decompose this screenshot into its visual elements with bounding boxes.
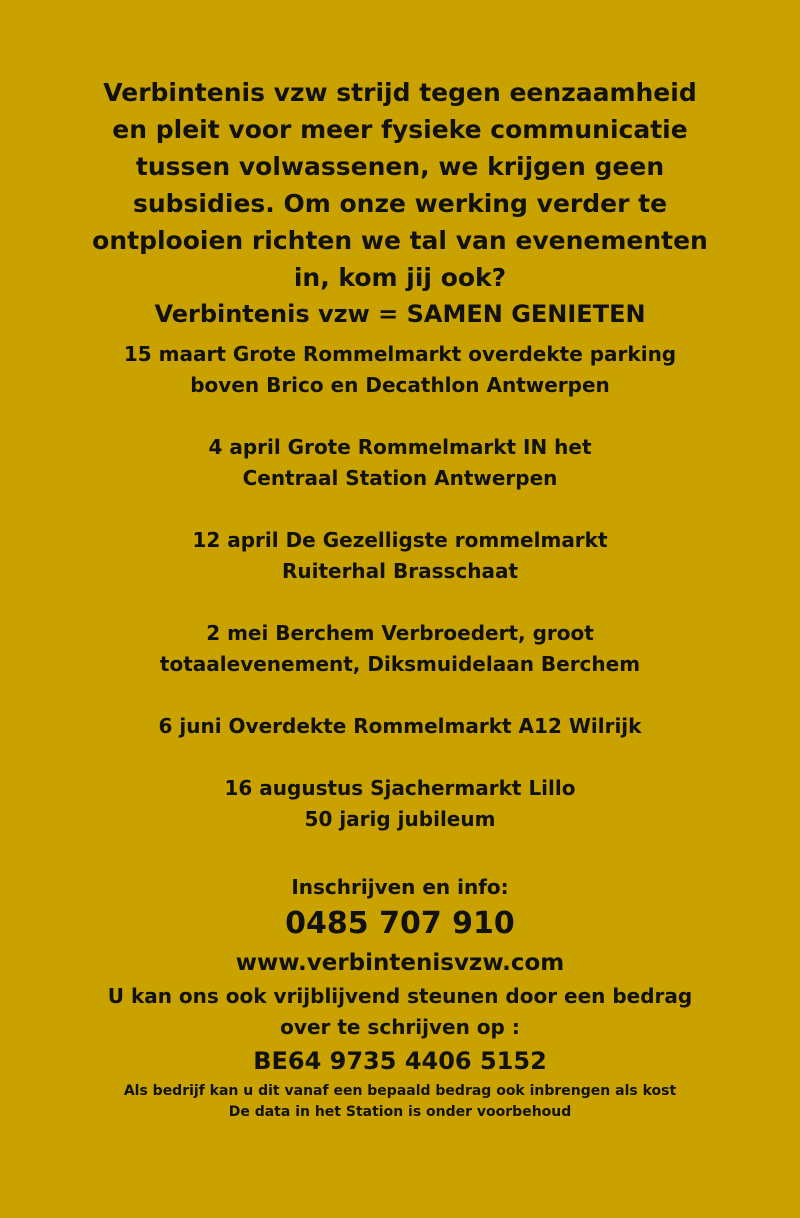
event-line: 15 maart Grote Rommelmarkt overdekte parking bbox=[123, 342, 677, 366]
event-line: 12 april De Gezelligste rommelmarkt bbox=[192, 528, 608, 552]
event-line: totaalevenement, Diksmuidelaan Berchem bbox=[159, 652, 641, 676]
event-line: 50 jarig jubileum bbox=[304, 807, 496, 831]
event-line: 2 mei Berchem Verbroedert, groot bbox=[206, 621, 594, 645]
event-item bbox=[40, 618, 760, 680]
info-heading: Inschrijven en info: bbox=[291, 875, 509, 899]
event-line: boven Brico en Decathlon Antwerpen bbox=[190, 373, 610, 397]
intro-line: subsidies. Om onze werking verder te bbox=[132, 189, 668, 218]
event-line: 16 augustus Sjachermarkt Lillo bbox=[224, 776, 576, 800]
website-url: www.verbintenisvzw.com bbox=[235, 950, 565, 976]
intro-line: tussen volwassenen, we krijgen geen bbox=[135, 152, 665, 181]
support-text bbox=[30, 981, 770, 1043]
intro-line: en pleit voor meer fysieke communicatie bbox=[112, 115, 688, 144]
event-item bbox=[40, 432, 760, 494]
iban-number: BE64 9735 4406 5152 bbox=[253, 1047, 547, 1075]
event-item bbox=[40, 525, 760, 587]
support-line: U kan ons ook vrijblijvend steunen door een bedrag bbox=[107, 984, 693, 1008]
support-line: over te schrijven op : bbox=[280, 1015, 520, 1039]
event-item bbox=[40, 339, 760, 401]
event-list bbox=[40, 339, 760, 866]
footnote: Als bedrijf kan u dit vanaf een bepaald bedrag ook inbrengen als kost bbox=[123, 1083, 677, 1099]
event-line: Ruiterhal Brasschaat bbox=[281, 559, 519, 583]
event-line: Centraal Station Antwerpen bbox=[242, 466, 558, 490]
intro-text bbox=[40, 74, 760, 296]
intro-line: ontplooien richten we tal van evenementen bbox=[92, 226, 708, 255]
event-item bbox=[40, 711, 760, 742]
phone-number: 0485 707 910 bbox=[285, 906, 515, 941]
event-line: 4 april Grote Rommelmarkt IN het bbox=[208, 435, 592, 459]
intro-line: in, kom jij ook? bbox=[293, 263, 507, 292]
slogan: Verbintenis vzw = SAMEN GENIETEN bbox=[154, 300, 646, 328]
footnotes bbox=[40, 1081, 760, 1123]
event-item bbox=[40, 773, 760, 835]
event-line: 6 juni Overdekte Rommelmarkt A12 Wilrijk bbox=[158, 714, 642, 738]
intro-line: Verbintenis vzw strijd tegen eenzaamheid bbox=[103, 78, 697, 107]
footnote: De data in het Station is onder voorbehoud bbox=[228, 1104, 572, 1120]
